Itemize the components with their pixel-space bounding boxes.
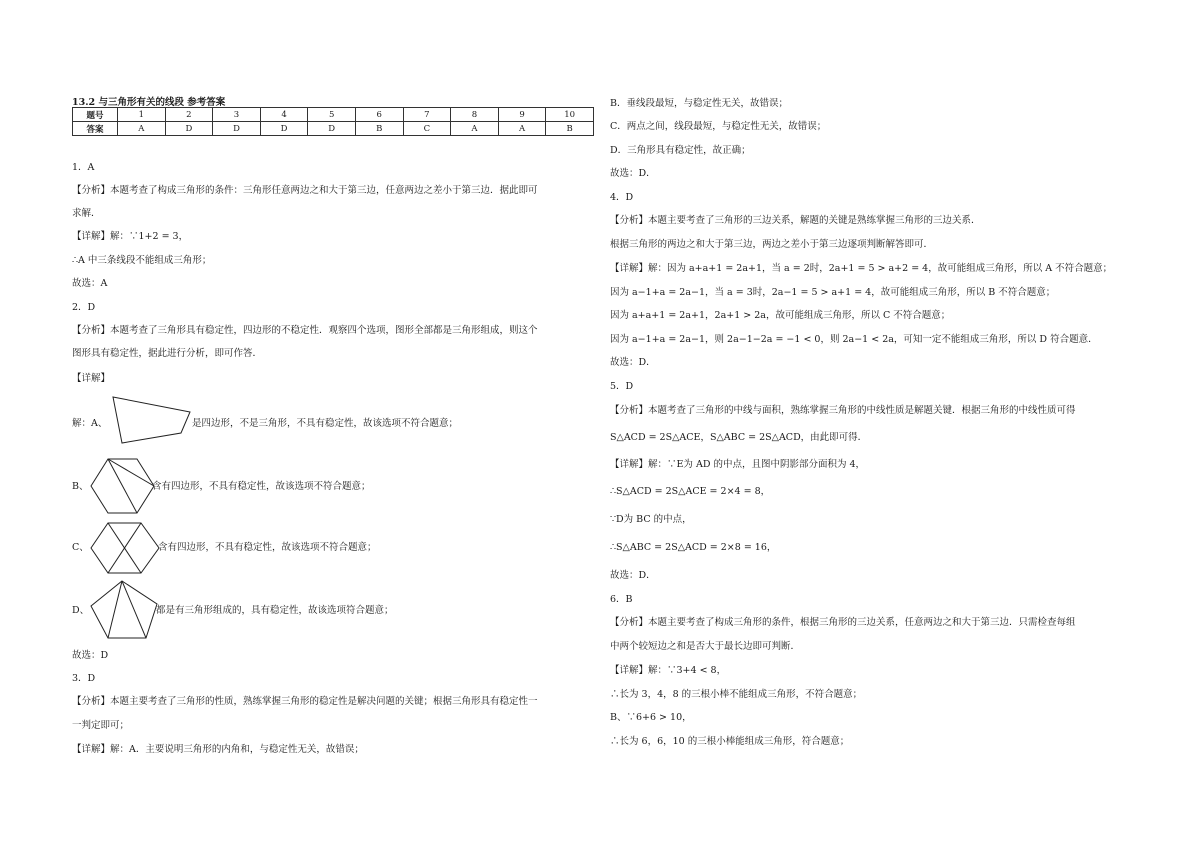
option-a-prefix: 解：A、 [72, 418, 108, 429]
text-line: 故选：D． [610, 570, 656, 581]
table-row-answers [73, 122, 594, 136]
table-cell: 7 [403, 108, 451, 122]
text-line: 中两个较短边之和是否大于最长边即可判断． [610, 641, 801, 652]
table-cell: 10 [546, 108, 594, 122]
text-line: 故选：D． [610, 357, 656, 368]
option-c-prefix: C、 [72, 542, 89, 553]
table-cell: A [451, 122, 499, 136]
text-line: 故选：A [72, 278, 108, 289]
text-line: B、∵6+6 > 10， [610, 712, 692, 723]
table-row-numbers [73, 108, 594, 122]
text-line: 【详解】解：A．主要说明三角形的内角和，与稳定性无关，故错误； [72, 744, 364, 755]
text-line: 【分析】本题主要考查了构成三角形的条件，根据三角形的三边关系，任意两边之和大于第三边．只需检查每组 [610, 617, 1076, 628]
text-line: 6．B [610, 594, 633, 605]
text-line: 1．A [72, 162, 95, 173]
text-line: 图形具有稳定性，据此进行分析，即可作答． [72, 348, 263, 359]
text-line: 2．D [72, 302, 96, 313]
table-cell: A [498, 122, 546, 136]
table-cell: 1 [118, 108, 166, 122]
pentagon-figure-d [88, 578, 160, 642]
text-line: D．三角形具有稳定性，故正确； [610, 145, 751, 156]
quadrilateral-figure [108, 395, 194, 445]
table-cell: D [260, 122, 308, 136]
text-line: 根据三角形的两边之和大于第三边，两边之差小于第三边逐项判断解答即可． [610, 239, 934, 250]
option-c-text: 含有四边形，不具有稳定性，故该选项不符合题意； [158, 542, 377, 553]
text-line: 【分析】本题主要考查了三角形的性质，熟练掌握三角形的稳定性是解决问题的关键；根据三角形具有稳定性一 [72, 696, 538, 707]
option-b-prefix: B、 [72, 481, 89, 492]
text-line: 一判定即可； [72, 720, 130, 731]
table-cell: 8 [451, 108, 499, 122]
header-label: 题号 [73, 108, 118, 122]
table-cell: 5 [308, 108, 356, 122]
table-cell: 9 [498, 108, 546, 122]
text-line: ∴长为 6，6，10 的三根小棒能组成三角形，符合题意； [610, 736, 850, 747]
table-cell: D [165, 122, 213, 136]
text-line: 【详解】解：∵1+2 = 3， [72, 231, 189, 242]
text-line: 3．D [72, 673, 96, 684]
text-line: 4．D [610, 192, 634, 203]
option-a-text: 是四边形，不是三角形，不具有稳定性，故该选项不符合题意； [192, 418, 459, 429]
text-line: 5．D [610, 381, 634, 392]
option-d-text: 都是有三角形组成的，具有稳定性，故该选项符合题意； [156, 605, 394, 616]
page-title: 13.2 与三角形有关的线段 参考答案 [72, 97, 226, 108]
text-line: 【详解】解：因为 a+a+1 = 2a+1，当 a = 2时，2a+1 = 5 > a+2 = 4，故可能组成三角形，所以 A 不符合题意； [610, 263, 1113, 274]
text-line: S△ACD = 2S△ACE，S△ABC = 2S△ACD，由此即可得． [610, 432, 868, 443]
text-line: ∴S△ACD = 2S△ACE = 2×4 = 8， [610, 486, 771, 497]
table-cell: B [546, 122, 594, 136]
hexagon-figure-b [88, 456, 158, 516]
text-line: 【分析】本题考查了三角形的中线与面积，熟练掌握三角形的中线性质是解题关键．根据三角形的中线性质可得 [610, 405, 1076, 416]
answer-table [72, 107, 594, 136]
table-cell: 3 [213, 108, 261, 122]
answer-label: 答案 [73, 122, 118, 136]
text-line: C．两点之间，线段最短，与稳定性无关，故错误； [610, 121, 827, 132]
table-cell: B [355, 122, 403, 136]
table-cell: 6 [355, 108, 403, 122]
text-line: 【分析】本题考查了构成三角形的条件：三角形任意两边之和大于第三边，任意两边之差小于第三边．据此即可 [72, 185, 538, 196]
text-line: 因为 a−1+a = 2a−1，当 a = 3时，2a−1 = 5 > a+1 = 4，故可能组成三角形，所以 B 不符合题意； [610, 287, 1056, 298]
text-line: 【详解】解：∵E为 AD 的中点，且图中阴影部分面积为 4， [610, 459, 866, 470]
text-line: 因为 a+a+1 = 2a+1，2a+1 > 2a，故可能组成三角形，所以 C 不符合题意； [610, 310, 951, 321]
table-cell: 4 [260, 108, 308, 122]
text-line: 故选：D [72, 650, 109, 661]
text-line: 【详解】 [72, 373, 111, 384]
text-line: B．垂线段最短，与稳定性无关，故错误； [610, 98, 788, 109]
text-line: 求解． [72, 208, 101, 219]
text-line: ∵D为 BC 的中点， [610, 514, 692, 525]
text-line: 【分析】本题主要考查了三角形的三边关系，解题的关键是熟练掌握三角形的三边关系． [610, 215, 981, 226]
hexagon-figure-c [88, 520, 162, 576]
text-line: 【详解】解：∵3+4 < 8， [610, 665, 727, 676]
table-cell: D [213, 122, 261, 136]
table-cell: D [308, 122, 356, 136]
option-b-text: 含有四边形，不具有稳定性，故该选项不符合题意； [152, 481, 371, 492]
text-line: ∴A 中三条线段不能组成三角形； [72, 255, 212, 266]
table-cell: C [403, 122, 451, 136]
option-d-prefix: D、 [72, 605, 90, 616]
text-line: 故选：D． [610, 168, 656, 179]
text-line: 【分析】本题考查了三角形具有稳定性，四边形的不稳定性．观察四个选项，图形全部都是三角形组成，则这个 [72, 325, 538, 336]
text-line: 因为 a−1+a = 2a−1，则 2a−1−2a = −1 < 0，则 2a−1 < 2a，可知一定不能组成三角形，所以 D 符合题意． [610, 334, 1098, 345]
table-cell: A [118, 122, 166, 136]
text-line: ∴S△ABC = 2S△ACD = 2×8 = 16， [610, 542, 777, 553]
table-cell: 2 [165, 108, 213, 122]
text-line: ∴长为 3，4，8 的三根小棒不能组成三角形，不符合题意； [610, 689, 863, 700]
